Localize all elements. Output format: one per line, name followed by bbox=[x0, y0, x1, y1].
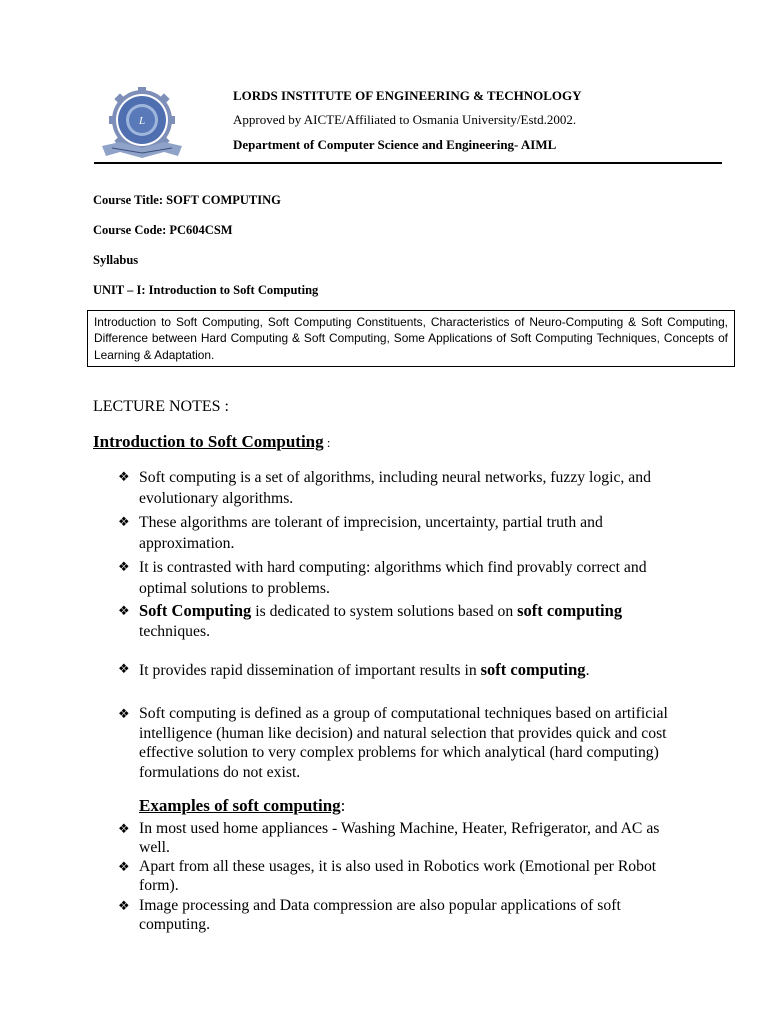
list-item-text-part: . bbox=[585, 662, 590, 679]
list-item-text: Soft computing is a set of algorithms, including neural networks, fuzzy logic, and evolutionary algorithms. bbox=[139, 469, 651, 507]
diamond-bullet-icon: ❖ bbox=[118, 515, 130, 530]
list-item-text bbox=[139, 601, 679, 642]
bold-term: soft computing bbox=[480, 660, 586, 679]
list-item-text-part: techniques. bbox=[139, 623, 211, 640]
list-item-text-part: It provides rapid dissemination of important results in bbox=[139, 662, 481, 679]
list-item-text: Image processing and Data compression are also popular applications of soft computing. bbox=[139, 897, 621, 933]
examples-heading-colon: : bbox=[340, 796, 346, 815]
list-item-text: Soft computing is defined as a group of computational techniques based on artificial intelligence (human like decision) and natural selection that provides quick and cost effective solution to very complex problems for which analytical (hard computing) formulations do not exist. bbox=[139, 705, 668, 781]
examples-heading-text: Examples of soft computing bbox=[139, 796, 341, 815]
intro-heading bbox=[93, 432, 331, 452]
course-title: Course Title: SOFT COMPUTING bbox=[93, 193, 281, 207]
examples-heading bbox=[139, 796, 345, 816]
lecture-notes-heading: LECTURE NOTES : bbox=[93, 398, 229, 415]
list-item-text: In most used home appliances - Washing Machine, Heater, Refrigerator, and AC as well. bbox=[139, 820, 660, 856]
syllabus-label: Syllabus bbox=[93, 253, 139, 267]
diamond-bullet-icon: ❖ bbox=[118, 662, 130, 677]
bold-term: soft computing bbox=[517, 601, 623, 620]
intro-heading-text: Introduction to Soft Computing bbox=[93, 432, 324, 451]
diamond-bullet-icon: ❖ bbox=[118, 560, 130, 575]
list-item-text: Apart from all these usages, it is also used in Robotics work (Emotional per Robot form). bbox=[139, 858, 657, 894]
list-item-text-part: is dedicated to system solutions based on bbox=[251, 603, 518, 620]
unit-title: UNIT – I: Introduction to Soft Computing bbox=[93, 283, 319, 297]
list-item-text: These algorithms are tolerant of imprecision, uncertainty, partial truth and approximation. bbox=[139, 514, 603, 552]
list-item-text: It is contrasted with hard computing: algorithms which find provably correct and optimal solutions to problems. bbox=[139, 559, 647, 597]
bold-term: Soft Computing bbox=[139, 601, 252, 620]
intro-heading-colon: : bbox=[323, 435, 331, 450]
diamond-bullet-icon: ❖ bbox=[118, 707, 130, 722]
institute-seal-icon bbox=[96, 86, 188, 162]
svg-text:L: L bbox=[138, 115, 146, 127]
diamond-bullet-icon: ❖ bbox=[118, 470, 130, 485]
unit-topics-box: Introduction to Soft Computing, Soft Computing Constituents, Characteristics of Neuro-Computing & Soft Computing, Difference between Hard Computing & Soft Computing, Some Applications of Soft Computing Techniques, Concepts of Learning & Adaptation. bbox=[87, 310, 735, 367]
diamond-bullet-icon: ❖ bbox=[118, 604, 130, 619]
diamond-bullet-icon: ❖ bbox=[118, 899, 130, 914]
approval-line: Approved by AICTE/Affiliated to Osmania University/Estd.2002. bbox=[233, 112, 577, 127]
header-divider bbox=[94, 162, 722, 164]
diamond-bullet-icon: ❖ bbox=[118, 860, 130, 875]
diamond-bullet-icon: ❖ bbox=[118, 822, 130, 837]
course-code: Course Code: PC604CSM bbox=[93, 223, 233, 237]
institute-name: LORDS INSTITUTE OF ENGINEERING & TECHNOLOGY bbox=[233, 88, 582, 103]
department-line: Department of Computer Science and Engineering- AIML bbox=[233, 137, 557, 152]
list-item-text bbox=[139, 659, 679, 681]
